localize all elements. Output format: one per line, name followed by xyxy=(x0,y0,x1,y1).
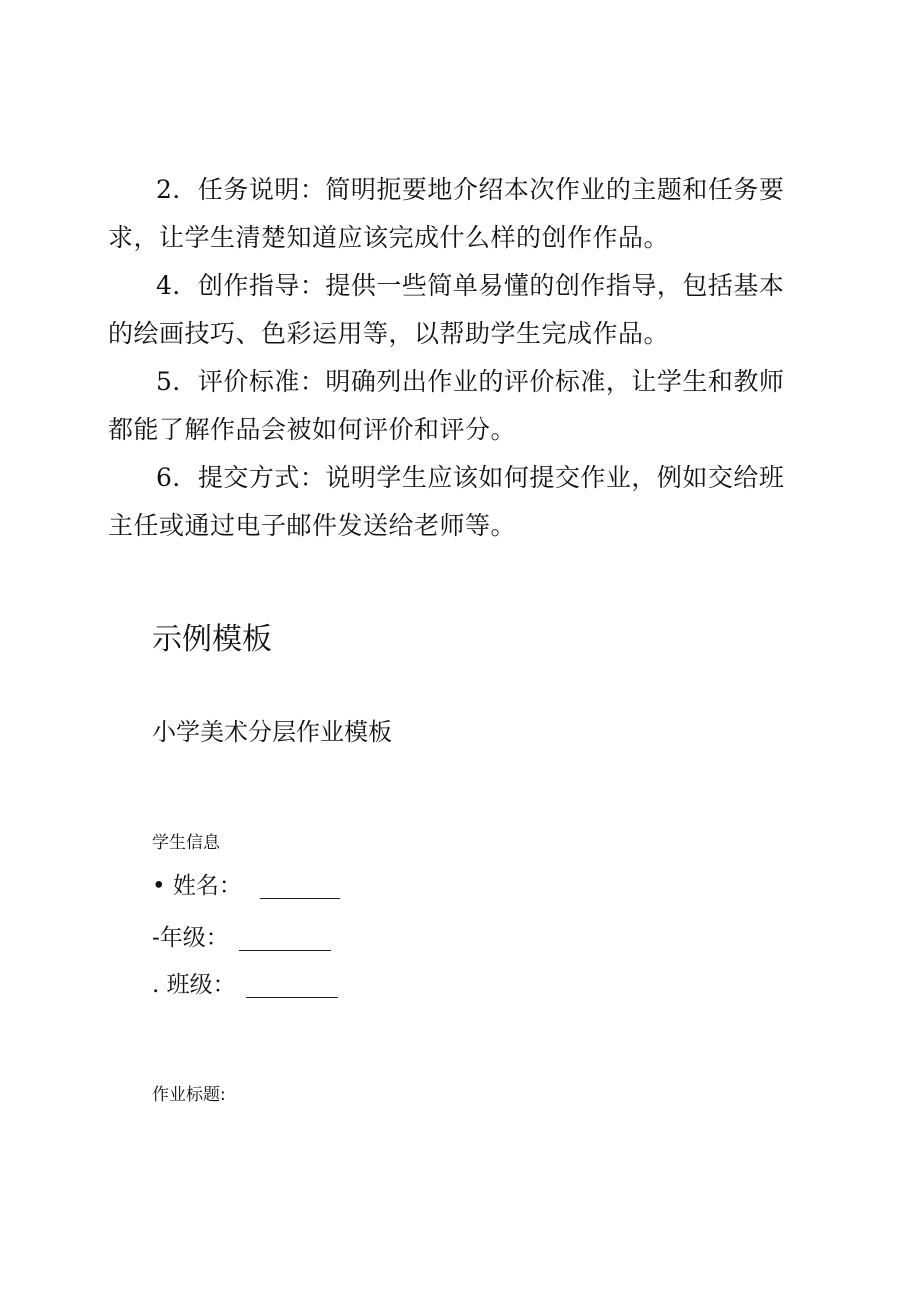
name-blank-line xyxy=(260,876,340,899)
paragraph-submission-method: 6．提交方式：说明学生应该如何提交作业，例如交给班主任或通过电子邮件发送给老师等。 xyxy=(108,463,785,540)
paragraph-creation-guidance: 4．创作指导：提供一些简单易懂的创作指导，包括基本的绘画技巧、色彩运用等，以帮助学生完成作品。 xyxy=(108,271,785,348)
class-field xyxy=(152,967,338,1003)
name-field xyxy=(152,868,340,904)
grade-field xyxy=(152,920,331,956)
class-blank-line xyxy=(246,975,338,998)
class-field-label: . 班级： xyxy=(152,972,236,998)
template-title-heading: 小学美术分层作业模板 xyxy=(152,718,392,746)
grade-blank-line xyxy=(239,928,331,951)
example-template-heading: 示例模板 xyxy=(152,622,272,657)
paragraph-task-description: 2．任务说明：简明扼要地介绍本次作业的主题和任务要求，让学生清楚知道应该完成什么样的创作作品。 xyxy=(108,175,785,252)
paragraph-evaluation-criteria: 5．评价标准：明确列出作业的评价标准，让学生和教师都能了解作品会被如何评价和评分。 xyxy=(108,367,785,444)
homework-title-label: 作业标题: xyxy=(152,1085,226,1105)
student-info-label: 学生信息 xyxy=(152,833,220,853)
name-field-label: • 姓名： xyxy=(152,873,242,899)
grade-field-label: -年级： xyxy=(152,925,229,951)
